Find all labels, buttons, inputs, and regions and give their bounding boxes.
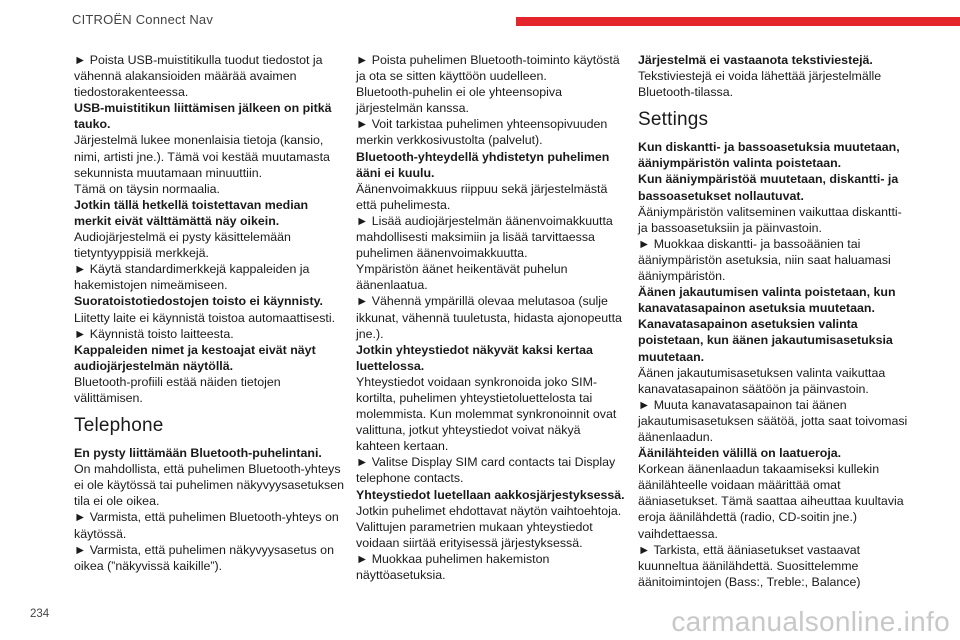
issue-heading: Jotkin tällä hetkellä toistettavan median merkit eivät välttämättä näy oikein. — [74, 197, 309, 228]
paragraph: Bluetooth-profiili estää näiden tietojen välittämisen. — [74, 374, 281, 405]
issue-heading: Suoratoistotiedostojen toisto ei käynnisty. — [74, 294, 323, 309]
watermark: carmanualsonline.info — [671, 606, 950, 637]
issue-heading: Äänen jakautumisen valinta poistetaan, kun kanavatasapainon asetuksia muutetaan. — [638, 285, 896, 316]
paragraph: ► Poista puhelimen Bluetooth-toiminto käytöstä ja ota se sitten käyttöön uudelleen. — [356, 53, 620, 84]
paragraph: ► Valitse Display SIM card contacts tai Display telephone contacts. — [356, 455, 616, 486]
paragraph: ► Käynnistä toisto laitteesta. — [74, 326, 234, 341]
header-accent-bar — [516, 17, 960, 26]
issue-heading: Järjestelmä ei vastaanota tekstiviestejä. — [638, 53, 873, 67]
issue-heading: Yhteystiedot luetellaan aakkosjärjestyksessä. — [356, 487, 625, 502]
paragraph: ► Tarkista, että ääniasetukset vastaavat kuunneltua äänilähdettä. Suosittelemme äänitoimintojen (Bass:, Treble:, Balance) — [638, 542, 861, 589]
column-3 — [638, 52, 910, 590]
paragraph: ► Voit tarkistaa puhelimen yhteensopivuuden merkin verkkosivustolta (palvelut). — [356, 117, 608, 148]
paragraph: Bluetooth-puhelin ei ole yhteensopiva järjestelmän kanssa. — [356, 85, 562, 116]
header-title: CITROËN Connect Nav — [72, 12, 214, 27]
issue-heading: Äänilähteiden välillä on laatueroja. — [638, 446, 842, 461]
paragraph: On mahdollista, että puhelimen Bluetooth-yhteys ei ole käytössä tai puhelimen näkyvyysasetuksen tila ei ole oikea. — [74, 462, 344, 509]
paragraph: Ääniympäristön valitseminen vaikuttaa diskantti- ja bassoasetuksiin ja päinvastoin. — [638, 204, 902, 235]
paragraph: Ympäristön äänet heikentävät puhelun äänenlaatua. — [356, 262, 568, 293]
paragraph: ► Muokkaa puhelimen hakemiston näyttöasetuksia. — [356, 551, 550, 582]
issue-heading: En pysty liittämään Bluetooth-puhelintani. — [74, 446, 322, 461]
paragraph: Audiojärjestelmä ei pysty käsittelemään tietyntyyppisiä merkkejä. — [74, 230, 291, 261]
paragraph: Äänenvoimakkuus riippuu sekä järjestelmästä että puhelimesta. — [356, 181, 608, 212]
issue-heading: Kanavatasapainon asetuksien valinta poistetaan, kun äänen jakautumisasetuksia muutetaan. — [638, 317, 893, 364]
issue-heading: Kun diskantti- ja bassoasetuksia muutetaan, ääniympäristön valinta poistetaan. — [638, 140, 900, 171]
section-heading: Telephone — [74, 415, 164, 437]
issue-heading: Jotkin yhteystiedot näkyvät kaksi kertaa luettelossa. — [356, 342, 593, 373]
paragraph: ► Poista USB-muistitikulla tuodut tiedostot ja vähennä alakansioiden määrää avaimen tiedostorakenteessa. — [74, 53, 323, 100]
issue-heading: Bluetooth-yhteydellä yhdistetyn puhelimen ääni ei kuulu. — [356, 149, 610, 180]
paragraph: Jotkin puhelimet ehdottavat näytön vaihtoehtoja. Valittujen parametrien mukaan yhteystiedot voidaan siirtää erityisessä järjestyksessä. — [356, 503, 622, 550]
paragraph: Äänen jakautumisasetuksen valinta vaikuttaa kanavatasapainon säätöön ja päinvastoin. — [638, 365, 886, 396]
issue-heading: USB-muistitikun liittämisen jälkeen on pitkä tauko. — [74, 101, 332, 132]
paragraph: ► Muuta kanavatasapainon tai äänen jakautumisasetuksen säätöä, jotta saat toivomasi äänenlaadun. — [638, 397, 908, 444]
issue-heading: Kappaleiden nimet ja kestoajat eivät näyt audiojärjestelmän näytöllä. — [74, 342, 316, 373]
paragraph: ► Varmista, että puhelimen Bluetooth-yhteys on käytössä. — [74, 510, 339, 541]
paragraph: Järjestelmä lukee monenlaisia tietoja (kansio, nimi, artisti jne.). Tämä voi kestää muutamasta sekunnista muutamaan minuuttiin. — [74, 133, 330, 180]
paragraph: Yhteystiedot voidaan synkronoida joko SIM-kortilta, puhelimen yhteystietoluettelosta tai molemmista. Kun molemmat synkronoinnit ovat valittuna, jotkut yhteystiedot voivat näkyä kahteen kertaan. — [356, 374, 617, 454]
paragraph: ► Lisää audiojärjestelmän äänenvoimakkuutta mahdollisesti maksimiin ja lisää tarvittaessa puhelimen äänenvoimakkuutta. — [356, 213, 613, 261]
column-1 — [74, 52, 346, 574]
paragraph: Tekstiviestejä ei voida lähettää järjestelmälle Bluetooth-tilassa. — [638, 69, 882, 100]
paragraph: Tämä on täysin normaalia. — [74, 181, 221, 196]
paragraph: ► Vähennä ympärillä olevaa melutasoa (sulje ikkunat, vähennä tuuletusta, hidasta ajonopeutta jne.). — [356, 294, 622, 341]
issue-heading: Kun ääniympäristöä muutetaan, diskantti- ja bassoasetukset nollautuvat. — [638, 172, 899, 203]
page-number: 234 — [30, 608, 50, 620]
paragraph: ► Varmista, että puhelimen näkyvyysasetus on oikea (”näkyvissä kaikille”). — [74, 542, 334, 573]
paragraph: Liitetty laite ei käynnistä toistoa automaattisesti. — [74, 310, 336, 325]
paragraph: Korkean äänenlaadun takaamiseksi kullekin äänilähteelle voidaan määrittää omat ääniasetukset. Tämä saattaa aiheuttaa kuultavia eroja äänilähdettä (radio, CD-soitin jne.) vaihdettaessa. — [638, 462, 904, 541]
paragraph: ► Käytä standardimerkkejä kappaleiden ja hakemistojen nimeämiseen. — [74, 262, 310, 293]
section-heading: Settings — [638, 109, 709, 131]
column-2 — [356, 52, 628, 583]
paragraph: ► Muokkaa diskantti- ja bassoäänien tai ääniympäristön asetuksia, niin saat haluamasi ääniympäristön. — [638, 236, 891, 284]
